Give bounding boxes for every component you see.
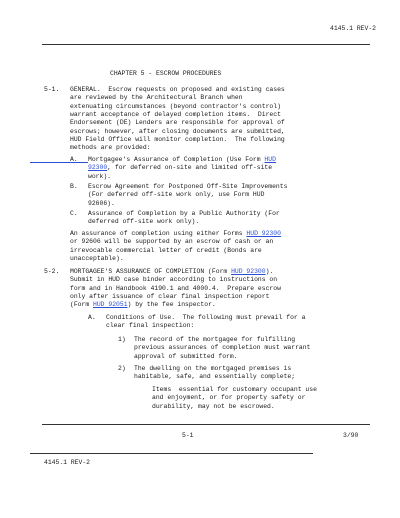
form-hud-92300-link-3[interactable]: HUD 92300 <box>231 268 266 275</box>
condition-1-line-2: previous assurances of completion must warrant <box>134 344 311 352</box>
bottom-rule <box>30 453 313 454</box>
form-hud-92300-link[interactable]: HUD <box>264 156 276 163</box>
bottom-doc-id: 4145.1 REV-2 <box>44 459 91 466</box>
section-5-1-line-7: HUD Field Office will monitor completion. The following <box>70 135 285 143</box>
section-5-1-line-8: methods are provided: <box>70 144 151 152</box>
section-number-5-1: 5-1. <box>44 86 60 93</box>
section-5-2-line-3: form and in Handbook 4190.1 and 4000.4. Prepare escrow <box>70 284 281 292</box>
closing-line-4: unacceptable). <box>70 254 124 262</box>
header-rule <box>42 44 370 45</box>
item-a-line-2 <box>88 164 272 172</box>
section-5-1-line-5: Endorsement (DE) Lenders are responsible for approval of <box>70 119 285 127</box>
item-a-line-3: work). <box>88 172 112 180</box>
item-b-line-2: (For deferred off-site work only, use Form HUD <box>88 191 265 199</box>
section-5-2-line-5-post: ) by the fee inspector. <box>127 301 216 309</box>
section-5-1-line-6: escrows; however, after closing documents are submitted, <box>70 127 285 135</box>
running-header-doc-id: 4145.1 REV-2 <box>330 25 377 32</box>
condition-1-line-3: approval of submitted form. <box>134 352 238 360</box>
page-number: 5-1 <box>182 432 194 439</box>
item-c-line-2: deferred off-site work only). <box>88 218 200 226</box>
section-5-1-line-1: GENERAL. Escrow requests on proposed and existing cases <box>70 86 285 93</box>
section-5-1-line-2: are reviewed by the Architectural Branch when <box>70 94 243 102</box>
chapter-title: CHAPTER 5 - ESCROW PROCEDURES <box>110 70 222 77</box>
item-c-letter: C. <box>70 210 78 217</box>
condition-2-line-1: The dwelling on the mortgaged premises is <box>134 365 292 372</box>
closing-line-1 <box>70 230 281 238</box>
section-5-1-line-3: extenuating circumstances (beyond contractor's control) <box>70 102 281 110</box>
closing-line-2: or 92606 will be supported by an escrow of cash or an <box>70 238 274 246</box>
item-a-line-1-text: Mortgagee's Assurance of Completion (Use Form <box>88 156 265 163</box>
items-note-line-2: and enjoyment, or for property safety or <box>152 394 306 402</box>
item-a-letter: A. <box>70 156 78 163</box>
form-92300-link[interactable]: 92300 <box>88 164 108 172</box>
link-underline-left-margin <box>30 162 88 163</box>
revision-date: 3/90 <box>343 432 359 439</box>
section-5-2-line-1 <box>70 268 273 276</box>
items-note-line-3: durability, may not be escrowed. <box>152 402 275 410</box>
closing-line-3: irrevocable commercial letter of credit (Bonds are <box>70 246 262 254</box>
condition-1-line-1: The record of the mortgagee for fulfilling <box>134 336 296 343</box>
section-5-2-line-5-pre: (Form <box>70 301 94 309</box>
conditions-line-1: Conditions of Use. The following must prevail for a <box>106 314 306 321</box>
item-c-line-1: Assurance of Completion by a Public Authority (For <box>88 210 280 217</box>
item-b-line-3: 92606). <box>88 199 115 207</box>
item-a-line-2-text: , for deferred on-site and limited off-site <box>107 164 273 172</box>
section-5-1-line-4: warrant acceptance of delayed completion items. Direct <box>70 110 281 118</box>
item-a-line-1 <box>88 156 276 164</box>
section-5-2-heading: MORTGAGEE'S ASSURANCE OF COMPLETION (Form <box>70 268 232 275</box>
section-5-2-line-4: only after issuance of clear final inspection report <box>70 292 270 300</box>
item-b-line-1: Escrow Agreement for Postponed Off-Site Improvements <box>88 183 288 190</box>
condition-2-line-2: habitable, safe, and essentially complete; <box>134 373 296 381</box>
condition-2-number: 2) <box>118 365 126 372</box>
section-number-5-2: 5-2. <box>44 268 60 275</box>
section-5-2-line-5 <box>70 301 216 309</box>
item-b-letter: B. <box>70 183 78 190</box>
footer-rule <box>42 424 370 425</box>
condition-1-number: 1) <box>118 336 126 343</box>
conditions-line-2: clear final inspection: <box>106 322 195 330</box>
conditions-letter: A. <box>88 314 96 321</box>
section-5-2-line-2: Submit in HUD case binder according to instructions on <box>70 276 278 284</box>
closing-line-1-text: An assurance of completion using either Forms <box>70 230 247 237</box>
section-5-2-heading-end: ). <box>265 268 274 275</box>
form-hud-92051-link[interactable]: HUD 92051 <box>93 301 128 309</box>
items-note-line-1: Items essential for customary occupant use <box>152 386 317 393</box>
form-hud-92300-link-2[interactable]: HUD 92300 <box>246 230 281 237</box>
